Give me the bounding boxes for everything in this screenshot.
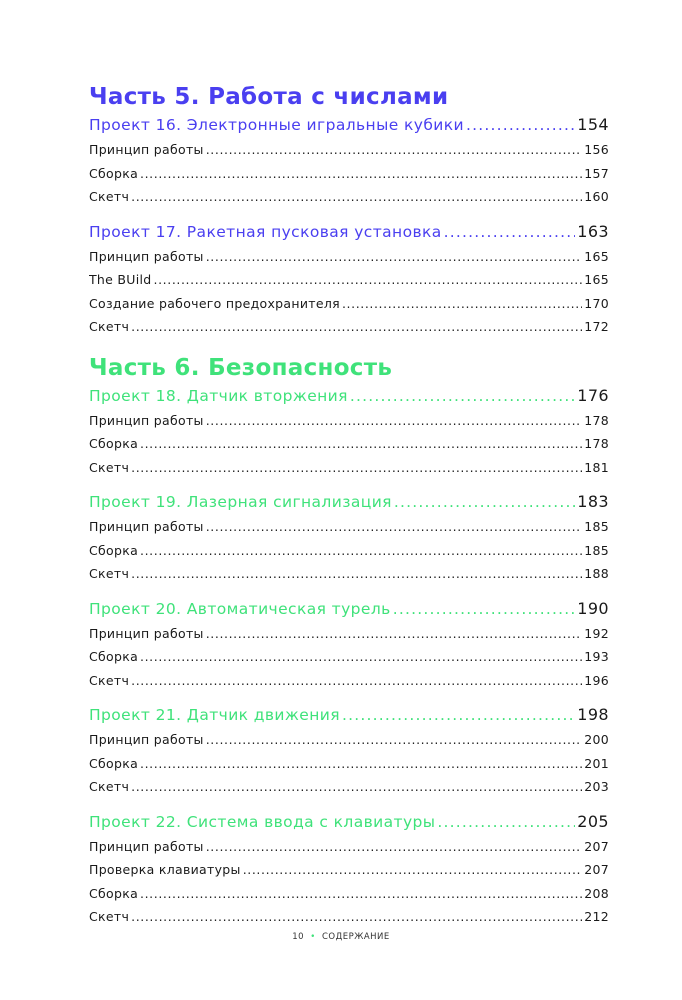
- entry-title: Скетч: [89, 779, 130, 794]
- toc-entry[interactable]: [89, 515, 609, 539]
- dot-leader: [140, 432, 582, 456]
- dot-leader: [206, 622, 583, 646]
- entry-title: Скетч: [89, 566, 130, 581]
- toc-entry[interactable]: [89, 185, 609, 209]
- project-block: [89, 219, 609, 339]
- entry-title: Скетч: [89, 189, 130, 204]
- page-number: 160: [584, 189, 609, 204]
- toc-entry[interactable]: [89, 775, 609, 799]
- dot-leader: [131, 905, 582, 929]
- toc-entry[interactable]: [89, 752, 609, 776]
- footer-separator: •: [310, 932, 316, 942]
- entry-title: Скетч: [89, 319, 130, 334]
- entry-title: Принцип работы: [89, 519, 204, 534]
- toc-entry[interactable]: [89, 562, 609, 586]
- project-title: Проект 19. Лазерная сигнализация: [89, 493, 392, 511]
- page-number: 192: [584, 625, 609, 641]
- dot-leader: [444, 219, 576, 245]
- toc-entry[interactable]: [89, 905, 609, 929]
- project-block: [89, 383, 609, 480]
- page-number: 196: [584, 672, 609, 688]
- page-number: 185: [584, 542, 609, 558]
- dot-leader: [131, 562, 582, 586]
- toc-entry[interactable]: [89, 292, 609, 316]
- toc-entry[interactable]: [89, 268, 609, 292]
- dot-leader: [206, 138, 583, 162]
- entry-title: Принцип работы: [89, 142, 204, 157]
- project-heading[interactable]: [89, 383, 609, 409]
- footer-page-number: 10: [292, 932, 305, 942]
- page-number: 200: [584, 732, 609, 747]
- entry-title: Сборка: [89, 885, 139, 901]
- entry-title: Создание рабочего предохранителя: [89, 295, 340, 311]
- project-heading[interactable]: [89, 489, 609, 515]
- project-heading[interactable]: [89, 112, 609, 138]
- entry-title: Сборка: [89, 165, 139, 181]
- page-number: 156: [584, 142, 609, 157]
- part-title: Часть 5. Работа с числами: [89, 84, 449, 110]
- page-footer: [0, 932, 682, 942]
- page-number: 172: [584, 319, 609, 334]
- toc-entry[interactable]: [89, 162, 609, 186]
- page-number: 157: [584, 165, 609, 181]
- dot-leader: [140, 752, 582, 776]
- project-title: Проект 17. Ракетная пусковая установка: [89, 222, 442, 241]
- toc-entry[interactable]: [89, 858, 609, 882]
- dot-leader: [206, 515, 583, 539]
- part-section: [89, 82, 609, 339]
- page-number: 183: [577, 492, 609, 511]
- page-number: 165: [584, 272, 609, 287]
- dot-leader: [342, 292, 582, 316]
- toc-entry[interactable]: [89, 409, 609, 433]
- toc-entry[interactable]: [89, 315, 609, 339]
- dot-leader: [140, 882, 582, 906]
- project-heading[interactable]: [89, 809, 609, 835]
- project-title: Проект 16. Электронные игральные кубики: [89, 116, 464, 134]
- project-title: Проект 21. Датчик движения: [89, 706, 340, 724]
- page-number: 165: [584, 248, 609, 264]
- page-number: 193: [584, 649, 609, 664]
- dot-leader: [131, 669, 582, 693]
- project-heading[interactable]: [89, 596, 609, 622]
- project-heading[interactable]: [89, 219, 609, 245]
- entry-title: Скетч: [89, 672, 130, 688]
- dot-leader: [140, 162, 582, 186]
- dot-leader: [206, 835, 583, 859]
- toc-entry[interactable]: [89, 622, 609, 646]
- dot-leader: [437, 809, 575, 835]
- project-heading[interactable]: [89, 702, 609, 728]
- project-title: Проект 20. Автоматическая турель: [89, 599, 391, 618]
- entry-title: Принцип работы: [89, 732, 204, 747]
- part-section: [89, 353, 609, 929]
- entry-title: Принцип работы: [89, 838, 204, 854]
- page-number: 203: [584, 779, 609, 794]
- page-number: 207: [584, 838, 609, 854]
- toc-entry[interactable]: [89, 138, 609, 162]
- dot-leader: [243, 858, 583, 882]
- project-title: Проект 18. Датчик вторжения: [89, 386, 348, 405]
- dot-leader: [154, 268, 583, 292]
- project-block: [89, 702, 609, 799]
- page-number: 212: [584, 909, 609, 924]
- page-number: 207: [584, 862, 609, 877]
- entry-title: Принцип работы: [89, 248, 204, 264]
- page-number: 181: [584, 459, 609, 475]
- page-number: 205: [577, 811, 609, 831]
- dot-leader: [131, 185, 582, 209]
- toc-entry[interactable]: [89, 835, 609, 859]
- dot-leader: [131, 456, 582, 480]
- toc-entry[interactable]: [89, 432, 609, 456]
- entry-title: Проверка клавиатуры: [89, 862, 241, 877]
- part-title: Часть 6. Безопасность: [89, 354, 393, 381]
- page-number: 188: [584, 566, 609, 581]
- page-number: 178: [584, 412, 609, 428]
- project-block: [89, 596, 609, 693]
- entry-title: Принцип работы: [89, 412, 204, 428]
- page-number: 198: [577, 705, 609, 724]
- toc-entry[interactable]: [89, 882, 609, 906]
- entry-title: Сборка: [89, 436, 139, 451]
- page-number: 208: [584, 885, 609, 901]
- toc-entry[interactable]: [89, 456, 609, 480]
- dot-leader: [206, 728, 583, 752]
- page-number: 201: [584, 755, 609, 771]
- dot-leader: [342, 702, 575, 728]
- table-of-contents: [89, 82, 609, 939]
- entry-title: Сборка: [89, 542, 139, 558]
- entry-title: The BUild: [89, 272, 152, 287]
- dot-leader: [206, 245, 583, 269]
- page-number: 185: [584, 519, 609, 534]
- entry-title: Скетч: [89, 909, 130, 924]
- entry-title: Сборка: [89, 755, 139, 771]
- dot-leader: [140, 539, 582, 563]
- dot-leader: [393, 596, 576, 622]
- toc-entry[interactable]: [89, 669, 609, 693]
- project-block: [89, 489, 609, 586]
- project-block: [89, 112, 609, 209]
- dot-leader: [131, 775, 582, 799]
- entry-title: Сборка: [89, 649, 139, 664]
- dot-leader: [466, 112, 575, 138]
- dot-leader: [140, 645, 582, 669]
- page-number: 190: [577, 598, 609, 618]
- toc-entry[interactable]: [89, 539, 609, 563]
- page-number: 170: [584, 295, 609, 311]
- page-number: 163: [577, 221, 609, 241]
- page-number: 176: [577, 385, 609, 405]
- project-title: Проект 22. Система ввода с клавиатуры: [89, 812, 436, 831]
- dot-leader: [394, 489, 575, 515]
- project-block: [89, 809, 609, 929]
- page-number: 178: [584, 436, 609, 451]
- toc-entry[interactable]: [89, 245, 609, 269]
- toc-entry[interactable]: [89, 645, 609, 669]
- page-number: 154: [577, 115, 609, 134]
- entry-title: Скетч: [89, 459, 130, 475]
- toc-entry[interactable]: [89, 728, 609, 752]
- dot-leader: [350, 383, 575, 409]
- entry-title: Принцип работы: [89, 625, 204, 641]
- dot-leader: [131, 315, 582, 339]
- dot-leader: [206, 409, 583, 433]
- footer-section: СОДЕРЖАНИЕ: [321, 932, 390, 942]
